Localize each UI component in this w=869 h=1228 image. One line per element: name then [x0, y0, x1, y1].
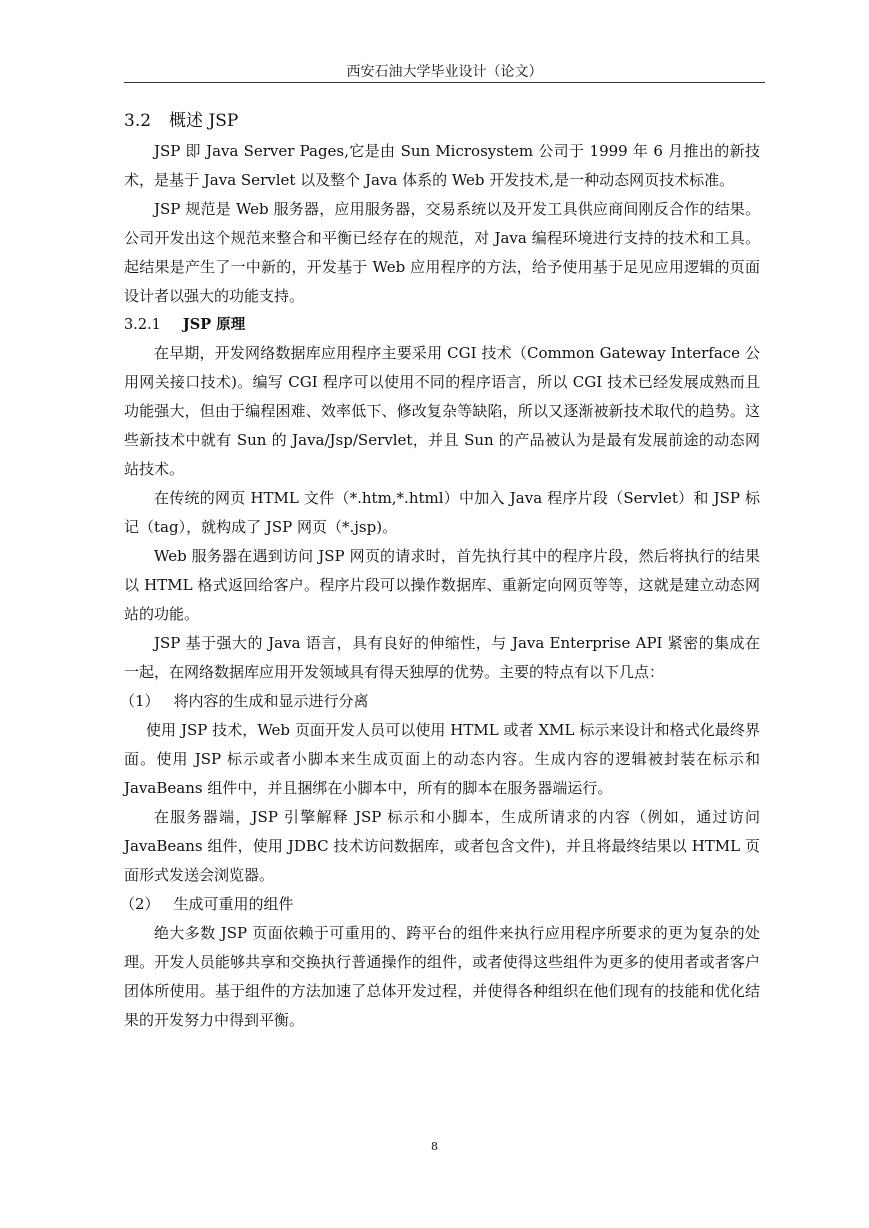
paragraph: 绝大多数 JSP 页面依赖于可重用的、跨平台的组件来执行应用程序所要求的更为复杂的处理。开发人员能够共享和交换执行普通操作的组件，或者使得这些组件为更多的使用者或者客户团体所使用。基于组件的方法加速了总体开发过程，并使得各种组织在他们现有的技能和优化结果的开发努力中得到平衡。 — [124, 924, 760, 1029]
paragraph: JSP 即 Java Server Pages,它是由 Sun Microsystem 公司于 1999 年 6 月推出的新技术，是基于 Java Servlet 以及整个 Java 体系的 Web 开发技术,是一种动态网页技术标准。 — [124, 142, 760, 189]
paragraph: Web 服务器在遇到访问 JSP 网页的请求时，首先执行其中的程序片段，然后将执行的结果以 HTML 格式返回给客户。程序片段可以操作数据库、重新定向网页等等，这就是建立动态网站的功能。 — [124, 547, 760, 623]
subsection-title: JSP 原理 — [182, 316, 246, 333]
list-item-heading — [120, 890, 760, 919]
section-heading — [124, 105, 760, 137]
header-divider — [124, 82, 765, 83]
list-item-number: （1） — [120, 692, 160, 710]
page-body — [120, 105, 760, 1035]
list-item-number: （2） — [120, 895, 160, 913]
paragraph: 在早期，开发网络数据库应用程序主要采用 CGI 技术（Common Gateway Interface 公用网关接口技术)。编写 CGI 程序可以使用不同的程序语言，所以 CGI 技术已经发展成熟而且功能强大，但由于编程困难、效率低下、修改复杂等缺陷，所以又逐渐被新技术取代的趋势。这些新技术中就有 Sun 的 Java/Jsp/Servlet，并且 Sun 的产品被认为是最有发展前途的动态网站技术。 — [124, 344, 760, 478]
section-number: 3.2 — [124, 111, 152, 131]
list-item-title: 将内容的生成和显示进行分离 — [173, 692, 369, 710]
subsection-number: 3.2.1 — [124, 317, 161, 333]
subsection-heading — [124, 311, 760, 339]
paragraph: 在服务器端，JSP 引擎解释 JSP 标示和小脚本，生成所请求的内容（例如，通过访问 JavaBeans 组件，使用 JDBC 技术访问数据库，或者包含文件)，并且将最终结果以 HTML 页面形式发送会浏览器。 — [124, 808, 760, 884]
page-header: 西安石油大学毕业设计（论文） — [346, 64, 543, 80]
paragraph: JSP 规范是 Web 服务器，应用服务器，交易系统以及开发工具供应商间刚反合作的结果。公司开发出这个规范来整合和平衡已经存在的规范，对 Java 编程环境进行支持的技术和工具。起结果是产生了一中新的，开发基于 Web 应用程序的方法，给予使用基于足见应用逻辑的页面设计者以强大的功能支持。 — [124, 200, 760, 305]
section-title: 概述 JSP — [169, 111, 239, 131]
paragraph: 在传统的网页 HTML 文件（*.htm,*.html）中加入 Java 程序片段（Servlet）和 JSP 标记（tag），就构成了 JSP 网页（*.jsp)。 — [124, 489, 760, 536]
list-item-title: 生成可重用的组件 — [173, 895, 294, 913]
paragraph: 使用 JSP 技术，Web 页面开发人员可以使用 HTML 或者 XML 标示来设计和格式化最终界面。使用 JSP 标示或者小脚本来生成页面上的动态内容。生成内容的逻辑被封装在标示和 JavaBeans 组件中，并且捆绑在小脚本中，所有的脚本在服务器端运行。 — [124, 721, 760, 797]
paragraph: JSP 基于强大的 Java 语言，具有良好的伸缩性，与 Java Enterprise API 紧密的集成在一起，在网络数据库应用开发领域具有得天独厚的优势。主要的特点有以下几点： — [124, 634, 760, 681]
page-number: 8 — [431, 1140, 438, 1153]
list-item-heading — [120, 687, 760, 716]
